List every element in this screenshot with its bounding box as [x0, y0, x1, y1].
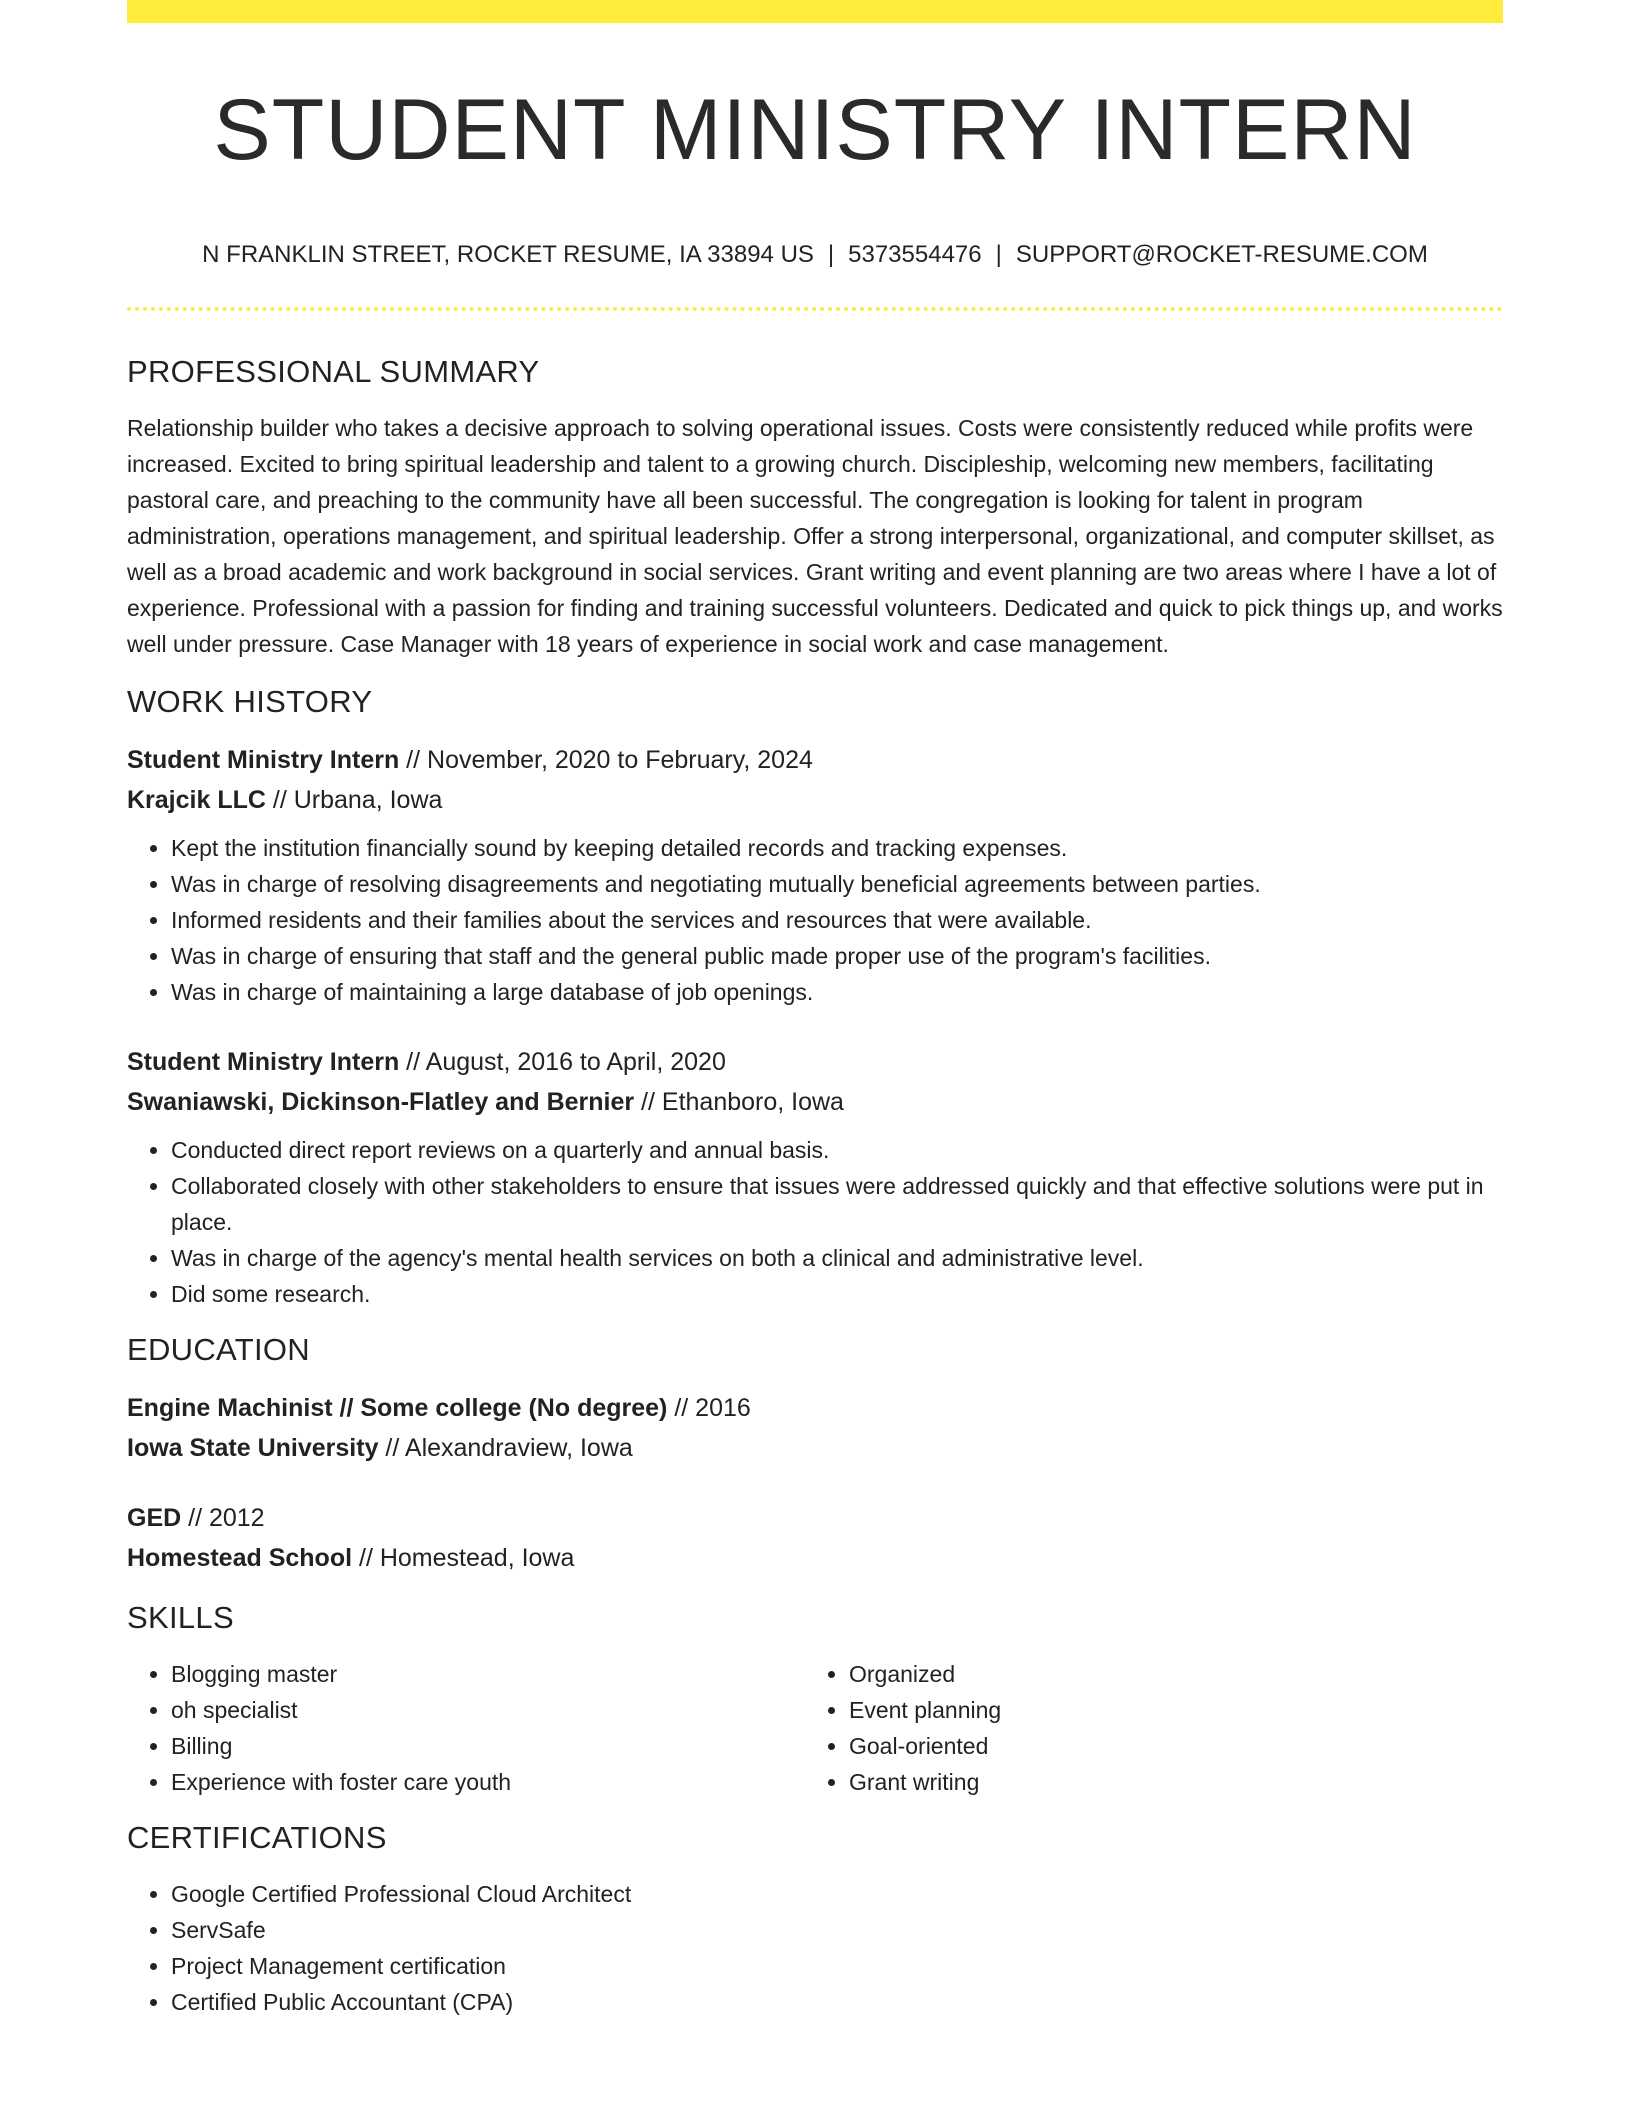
job-bullet: • Was in charge of maintaining a large database of job openings.: [171, 974, 1503, 1010]
certification-item: • Project Management certification: [171, 1948, 1503, 1984]
job-bullet: • Was in charge of the agency's mental health services on both a clinical and administrative level.: [171, 1240, 1503, 1276]
job-bullet: • Was in charge of resolving disagreements and negotiating mutually beneficial agreements between parties.: [171, 866, 1503, 902]
education-school: Iowa State University: [127, 1434, 379, 1462]
skill-item: • Organized: [849, 1656, 1483, 1692]
contact-line: [127, 238, 1503, 272]
skills-column-right: [805, 1656, 1483, 1800]
education-location: // Alexandraview, Iowa: [378, 1434, 633, 1462]
job-entry: [127, 740, 1503, 1010]
skill-item: • Grant writing: [849, 1764, 1483, 1800]
skills-list: [805, 1656, 1483, 1800]
contact-email: SUPPORT@ROCKET-RESUME.COM: [1015, 241, 1428, 268]
certification-item: • ServSafe: [171, 1912, 1503, 1948]
summary-text: Relationship builder who takes a decisive approach to solving operational issues. Costs were consistently reduced while profits were increased. Excited to bring spiritual leadership and talent to a growing church. Discipleship, welcoming new members, facilitating pastoral care, and preaching to the community have all been successful. The congregation is looking for talent in program administration, operations management, and spiritual leadership. Offer a strong interpersonal, organizational, and computer skillset, as well as a broad academic and work background in social services. Grant writing and event planning are two areas where I have a lot of experience. Professional with a passion for finding and training successful volunteers. Dedicated and quick to pick things up, and works well under pressure. Case Manager with 18 years of experience in social work and case management.: [127, 415, 1503, 657]
job-title: Student Ministry Intern: [127, 746, 400, 774]
education-school-line: [127, 1428, 1503, 1468]
contact-separator: |: [827, 241, 835, 268]
job-bullet: • Did some research.: [171, 1276, 1503, 1312]
skill-item: • oh specialist: [171, 1692, 805, 1728]
job-dates: // August, 2016 to April, 2020: [399, 1048, 726, 1076]
skills-column-left: [127, 1656, 805, 1800]
job-location: // Ethanboro, Iowa: [634, 1088, 844, 1116]
skill-item: • Event planning: [849, 1692, 1483, 1728]
job-bullet: • Conducted direct report reviews on a quarterly and annual basis.: [171, 1132, 1503, 1168]
skill-item: • Experience with foster care youth: [171, 1764, 805, 1800]
section-heading-work-history: WORK HISTORY: [127, 684, 373, 719]
job-dates: // November, 2020 to February, 2024: [399, 746, 813, 774]
job-company: Krajcik LLC: [127, 786, 266, 814]
job-title-line: [127, 1042, 1503, 1082]
education-degree-line: [127, 1498, 1503, 1538]
contact-address: N FRANKLIN STREET, ROCKET RESUME, IA 33894 US: [202, 241, 814, 268]
spacer: [127, 1312, 1503, 1330]
section-heading-skills: SKILLS: [127, 1600, 234, 1635]
certifications-list: [127, 1876, 1503, 2020]
section-heading-summary: PROFESSIONAL SUMMARY: [127, 354, 540, 389]
section-heading-certifications: CERTIFICATIONS: [127, 1820, 387, 1855]
job-bullet: • Was in charge of ensuring that staff and the general public made proper use of the program's facilities.: [171, 938, 1503, 974]
skill-item: • Goal-oriented: [849, 1728, 1483, 1764]
resume-page: [127, 0, 1503, 2112]
header-divider: [127, 307, 1503, 311]
education-year: // 2016: [667, 1394, 751, 1422]
education-degree: GED: [127, 1504, 182, 1532]
certification-item: • Certified Public Accountant (CPA): [171, 1984, 1503, 2020]
job-entry: [127, 1042, 1503, 1312]
certification-item: • Google Certified Professional Cloud Architect: [171, 1876, 1503, 1912]
job-company-line: [127, 1082, 1503, 1122]
resume-title: STUDENT MINISTRY INTERN: [213, 82, 1417, 178]
resume-content: [127, 352, 1503, 2020]
job-title: Student Ministry Intern: [127, 1048, 400, 1076]
spacer: [127, 1800, 1503, 1818]
education-location: // Homestead, Iowa: [352, 1544, 575, 1572]
education-entry: [127, 1498, 1503, 1578]
education-degree-line: [127, 1388, 1503, 1428]
job-company-line: [127, 780, 1503, 820]
skill-item: • Billing: [171, 1728, 805, 1764]
education-entry: [127, 1388, 1503, 1468]
job-bullet: • Informed residents and their families about the services and resources that were available.: [171, 902, 1503, 938]
education-degree: Engine Machinist // Some college (No degree): [127, 1394, 668, 1422]
job-location: // Urbana, Iowa: [265, 786, 443, 814]
job-bullets: [127, 830, 1503, 1010]
accent-top-bar: [127, 0, 1503, 23]
job-title-line: [127, 740, 1503, 780]
job-bullet: • Collaborated closely with other stakeholders to ensure that issues were addressed quickly and that effective solutions were put in place.: [171, 1168, 1503, 1240]
spacer: [127, 1010, 1503, 1042]
skill-item: • Blogging master: [171, 1656, 805, 1692]
education-school-line: [127, 1538, 1503, 1578]
skills-grid: [127, 1656, 1503, 1800]
job-bullets: [127, 1132, 1503, 1312]
skills-list: [127, 1656, 805, 1800]
contact-separator: |: [995, 241, 1002, 268]
job-bullet: • Kept the institution financially sound by keeping detailed records and tracking expenses.: [171, 830, 1503, 866]
contact-phone: 5373554476: [848, 241, 982, 268]
education-year: // 2012: [181, 1504, 265, 1532]
section-heading-education: EDUCATION: [127, 1332, 310, 1367]
job-company: Swaniawski, Dickinson-Flatley and Bernier: [127, 1088, 635, 1116]
education-school: Homestead School: [127, 1544, 353, 1572]
